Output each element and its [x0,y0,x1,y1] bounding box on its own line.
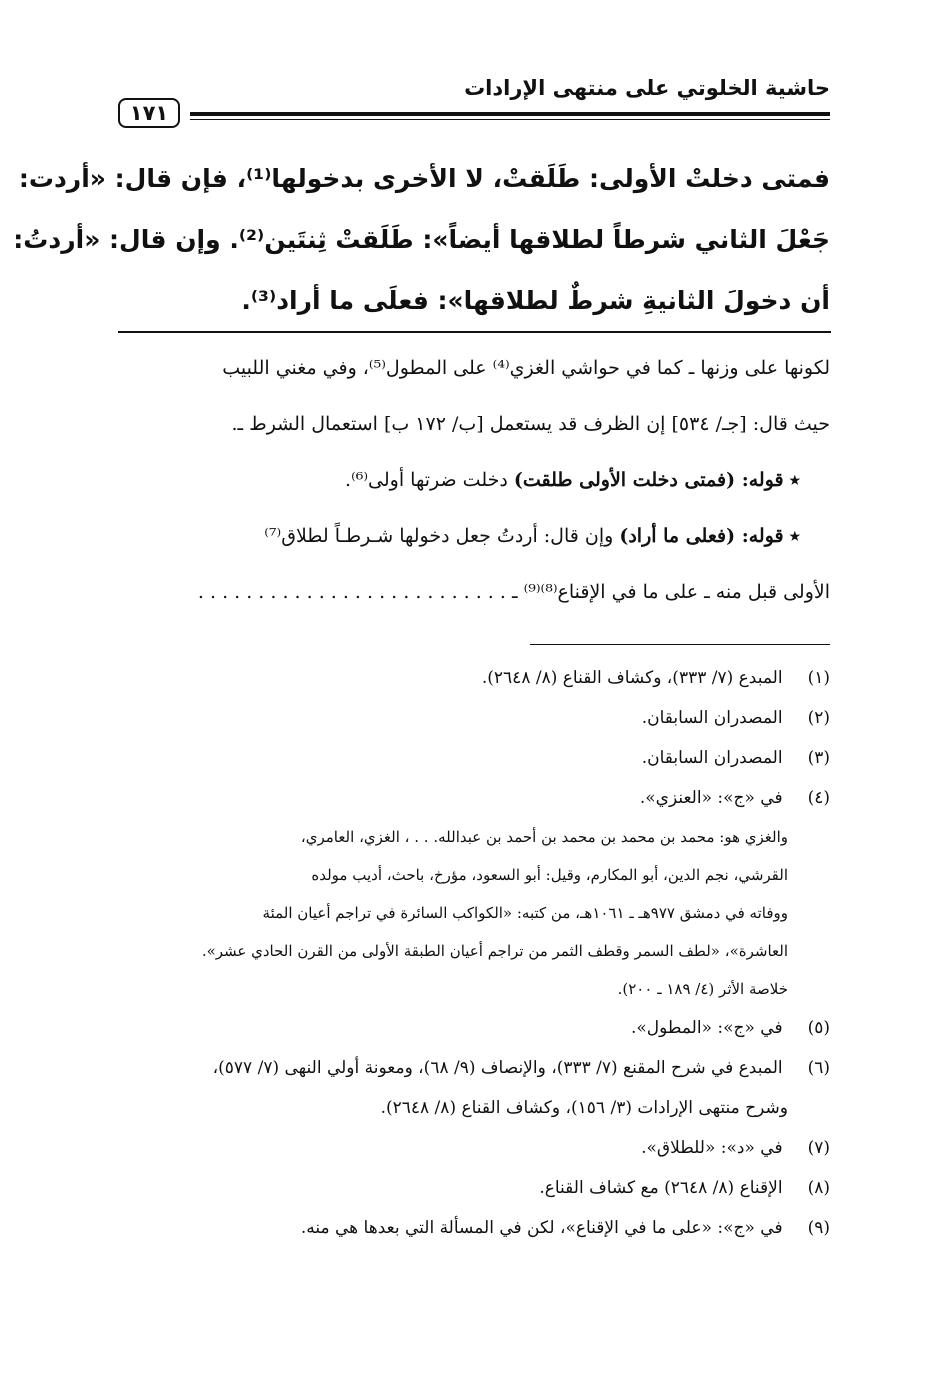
header-rule [190,112,830,116]
commentary-block [115,340,830,620]
footnote-bio-line: القرشي، نجم الدين، أبو المكارم، وقيل: أبو السعود، مؤرخ، باحث، أديب مولده [311,866,788,884]
star-bullet-icon: ٭ [789,525,800,547]
footnote [115,1168,830,1208]
footnote-number: (١) [807,668,830,688]
footnote-separator [530,644,830,645]
commentary-note [115,452,830,508]
footnote-text: المصدران السابقان. [641,748,783,768]
main-text-separator [118,331,831,333]
footnote [115,1008,830,1048]
footnote [115,658,830,698]
footnote-bio-line: خلاصة الأثر (٤/ ١٨٩ ـ ٢٠٠). [617,980,788,998]
dotted-filler: . . . . . . . . . . . . . . . . . . . . . . . . . . [197,581,506,603]
main-text-line: أن دخولَ الثانيةِ شرطٌ لطلاقها»: فعلَى ما أراد⁽³⁾. [241,286,830,315]
main-text-line: جَعْلَ الثاني شرطاً لطلاقها أيضاً»: طَلَقتْ ثِنتَين⁽²⁾. وإن قال: «أردتُ: [13,225,830,254]
footnote-text: الإقناع (٨/ ٢٦٤٨) مع كشاف القناع. [539,1178,783,1198]
commentary-line: لكونها على وزنها ـ كما في حواشي الغزي⁽⁴⁾ على المطول⁽⁵⁾، وفي مغني اللبيب [222,357,830,379]
footnote-number: (٧) [807,1138,830,1158]
footnote-number: (٦) [807,1058,830,1078]
running-header-title: حاشية الخلوتي على منتهى الإرادات [464,76,830,100]
commentary-text: الأولى قبل منه ـ على ما في الإقناع⁽⁸⁾⁽⁹⁾ ـ [511,581,830,603]
footnote-bio-line: والغزي هو: محمد بن محمد بن محمد بن أحمد بن عبدالله. . . ، الغزي، العامري، [300,828,788,846]
footnote [115,1128,830,1168]
footnote-number: (٩) [807,1218,830,1238]
footnote-text: المصدران السابقان. [641,708,783,728]
footnote-text: المبدع في شرح المقنع (٧/ ٣٣٣)، والإنصاف (٩/ ٦٨)، ومعونة أولي النهى (٧/ ٥٧٧)، [212,1058,783,1078]
footnote [115,738,830,778]
main-text-block [13,148,830,331]
footnote-text: في «ج»: «المطول». [630,1018,783,1038]
commentary-keyword: قوله: (فمتى دخلت الأولى طلقت) [513,469,784,491]
commentary-line [115,564,830,620]
footnote-number: (٨) [807,1178,830,1198]
star-bullet-icon: ٭ [789,469,800,491]
header-rule-thin [190,119,830,120]
footnote-text: المبدع (٧/ ٣٣٣)، وكشاف القناع (٨/ ٢٦٤٨). [481,668,783,688]
footnotes-block [115,658,830,1248]
page-number: ١٧١ [118,98,180,128]
footnote [115,778,830,818]
footnote-continuation: وشرح منتهى الإرادات (٣/ ١٥٦)، وكشاف القناع (٨/ ٢٦٤٨). [380,1098,788,1118]
footnote-number: (٣) [807,748,830,768]
footnote-bio-line: العاشرة»، «لطف السمر وقطف الثمر من تراجم أعيان الطبقة الأولى من القرن الحادي عشر». [201,942,788,960]
footnote-text: في «ج»: «على ما في الإقناع»، لكن في المسألة التي بعدها هي منه. [300,1218,783,1238]
footnote-text: في «ج»: «العنزي». [639,788,783,808]
footnote-bio-line: ووفاته في دمشق ٩٧٧هـ ـ ١٠٦١هـ، من كتبه: «الكواكب السائرة في تراجم أعيان المئة [262,904,788,922]
commentary-text: دخلت ضرتها أولى⁽⁶⁾. [345,469,508,491]
commentary-keyword: قوله: (فعلى ما أراد) [619,525,784,547]
footnote-text: في «د»: «للطلاق». [641,1138,783,1158]
commentary-note [115,508,830,564]
commentary-line: حيث قال: [جـ/ ٥٣٤] إن الظرف قد يستعمل [ب/ ١٧٢ ب] استعمال الشرط ـ. [231,413,830,435]
footnote [115,1048,830,1088]
footnote-number: (٢) [807,708,830,728]
commentary-text: وإن قال: أردتُ جعل دخولها شـرطـاً لطلاق⁽⁷⁾ [264,525,614,547]
footnote-number: (٤) [807,788,830,808]
footnote [115,1208,830,1248]
main-text-line: فمتى دخلتْ الأولى: طَلَقتْ، لا الأخرى بدخولها⁽¹⁾، فإن قال: «أردت: [18,164,830,193]
footnote-number: (٥) [807,1018,830,1038]
footnote [115,698,830,738]
